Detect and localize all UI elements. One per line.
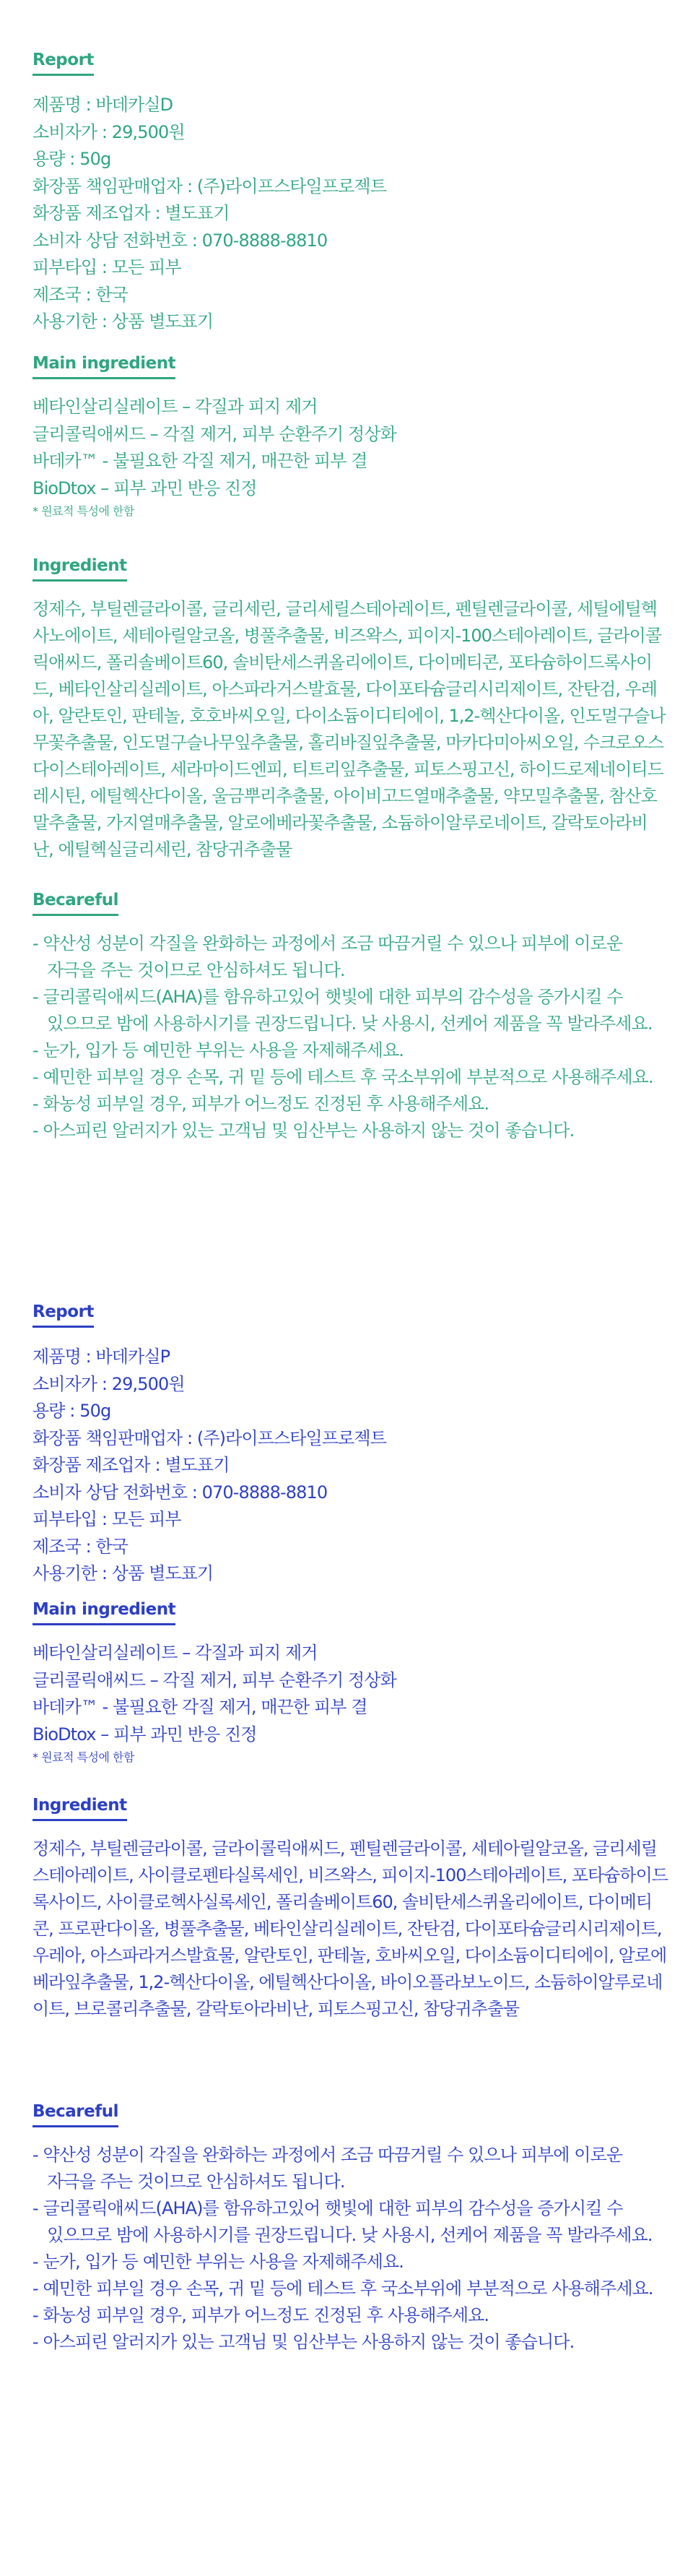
main-ingredient-item: 베타인살리실레이트 – 각질과 피지 제거 xyxy=(32,397,318,417)
report-list xyxy=(32,1344,386,1588)
caution-line: 있으므로 밤에 사용하시기를 권장드립니다. 낮 사용시, 선케어 제품을 꼭 발라주세요. xyxy=(32,2225,653,2245)
caution-line: - 약산성 성분이 각질을 완화하는 과정에서 조금 따끔거릴 수 있으나 피부에 이로운 xyxy=(32,933,623,954)
report-section xyxy=(32,1302,386,1588)
caution-line: - 아스피린 알러지가 있는 고객님 및 임산부는 사용하지 않는 것이 좋습니다. xyxy=(32,1120,575,1141)
report-line-volume: 용량 : 50g xyxy=(32,149,111,169)
report-line-manufacturer: 화장품 제조업자 : 별도표기 xyxy=(32,203,230,223)
report-list xyxy=(32,92,386,336)
caution-line: - 화농성 피부일 경우, 피부가 어느정도 진정된 후 사용해주세요. xyxy=(32,1094,489,1114)
report-line-expiry: 사용기한 : 상품 별도표기 xyxy=(32,1563,214,1583)
report-line-price: 소비자가 : 29,500원 xyxy=(32,1373,185,1394)
report-line-volume: 용량 : 50g xyxy=(32,1401,111,1421)
report-heading: Report xyxy=(32,51,94,76)
report-line-seller: 화장품 책임판매업자 : (주)라이프스타일프로젝트 xyxy=(32,1427,386,1448)
main-ingredient-note: * 원료적 특성에 한함 xyxy=(32,1750,134,1764)
caution-heading: Becareful xyxy=(32,2102,118,2127)
main-ingredient-item: 글리콜릭애씨드 – 각질 제거, 피부 순환주기 정상화 xyxy=(32,423,396,444)
caution-line: - 눈가, 입가 등 예민한 부위는 사용을 자제해주세요. xyxy=(32,2252,404,2272)
caution-line: - 글리콜릭애씨드(AHA)를 함유하고있어 햇빛에 대한 피부의 감수성을 증가시킬 수 xyxy=(32,2198,623,2218)
caution-line: - 화농성 피부일 경우, 피부가 어느정도 진정된 후 사용해주세요. xyxy=(32,2305,489,2325)
report-line-skin-type: 피부타입 : 모든 피부 xyxy=(32,1509,181,1529)
caution-line: - 아스피린 알러지가 있는 고객님 및 임산부는 사용하지 않는 것이 좋습니다. xyxy=(32,2332,575,2352)
caution-list xyxy=(32,930,653,1144)
report-line-expiry: 사용기한 : 상품 별도표기 xyxy=(32,311,214,332)
caution-line: 자극을 주는 것이므로 안심하셔도 됩니다. xyxy=(32,2171,345,2192)
caution-section xyxy=(32,2102,653,2356)
main-ingredient-heading: Main ingredient xyxy=(32,354,175,379)
report-line-manufacturer: 화장품 제조업자 : 별도표기 xyxy=(32,1455,230,1475)
report-line-seller: 화장품 책임판매업자 : (주)라이프스타일프로젝트 xyxy=(32,176,386,196)
ingredient-section xyxy=(32,1796,668,2023)
main-ingredient-item: 베타인살리실레이트 – 각질과 피지 제거 xyxy=(32,1643,318,1663)
ingredient-list: 정제수, 부틸렌글라이콜, 글리세린, 글리세릴스테아레이트, 펜틸렌글라이콜, 세틸에틸헥사노에이트, 세테아릴알코올, 병풀추출물, 비즈왁스, 피이지-100스테아레이트, 글라이콜릭애씨드, 폴리솔베이트60, 솔비탄세스퀴올리에이트, 다이메티콘, 포타슘하이드록사이드, 베타인살리실레이트, 아스파라거스발효물, 다이포타슘글리시리제이트, 잔탄검, 우레아, 알란토인, 판테놀, 호호바씨오일, 다이소듐이디티에이, 1,2-헥산다이올, 인도멀구슬나무꽃추출물, 인도멀구슬나무잎추출물, 홀리바질잎추출물, 마카다미아씨오일, 수크로오스다이스테아레이트, 세라마이드엔피, 티트리잎추출물, 피토스핑고신, 하이드로제네이티드레시틴, 에틸헥산다이올, 울금뿌리추출물, 아이비고드열매추출물, 약모밀추출물, 참산호말추출물, 가지열매추출물, 알로에베라꽃추출물, 소듐하이알루로네이트, 갈락토아라비난, 에틸헥실글리세린, 참당귀추출물 xyxy=(32,599,666,860)
main-ingredient-item: 바데카™ - 불필요한 각질 제거, 매끈한 피부 결 xyxy=(32,451,367,471)
main-ingredient-item: BioDtox – 피부 과민 반응 진정 xyxy=(32,1724,257,1745)
main-ingredient-heading: Main ingredient xyxy=(32,1600,175,1625)
report-line-phone: 소비자 상담 전화번호 : 070-8888-8810 xyxy=(32,1482,328,1503)
ingredient-list: 정제수, 부틸렌글라이콜, 글라이콜릭애씨드, 펜틸렌글라이콜, 세테아릴알코올, 글리세릴스테아레이트, 사이클로펜타실록세인, 비즈왁스, 피이지-100스테아레이트, 포타슘하이드록사이드, 사이클로헥사실록세인, 폴리솔베이트60, 솔비탄세스퀴올리에이트, 다이메티콘, 프로판다이올, 병풀추출물, 베타인살리실레이트, 잔탄검, 다이포타슘글리시리제이트, 우레아, 아스파라거스발효물, 알란토인, 판테놀, 호바씨오일, 다이소듐이디티에이, 알로에베라잎추출물, 1,2-헥산다이올, 에틸헥산다이올, 바이오플라보노이드, 소듐하이알루로네이트, 브로콜리추출물, 갈락토아라비난, 피토스핑고신, 참당귀추출물 xyxy=(32,1838,668,2019)
report-line-country: 제조국 : 한국 xyxy=(32,1536,128,1557)
caution-line: 있으므로 밤에 사용하시기를 권장드립니다. 낮 사용시, 선케어 제품을 꼭 발라주세요. xyxy=(32,1013,653,1034)
ingredient-section xyxy=(32,556,668,863)
main-ingredient-list xyxy=(32,394,396,502)
caution-line: - 눈가, 입가 등 예민한 부위는 사용을 자제해주세요. xyxy=(32,1040,404,1060)
report-line-product-name: 제품명 : 바데카실D xyxy=(32,95,173,115)
main-ingredient-list xyxy=(32,1640,396,1748)
main-ingredient-note: * 원료적 특성에 한함 xyxy=(32,504,134,518)
caution-list xyxy=(32,2142,653,2356)
report-line-price: 소비자가 : 29,500원 xyxy=(32,121,185,142)
caution-line: - 약산성 성분이 각질을 완화하는 과정에서 조금 따끔거릴 수 있으나 피부에 이로운 xyxy=(32,2145,623,2165)
caution-line: - 예민한 피부일 경우 손목, 귀 밑 등에 테스트 후 국소부위에 부분적으로 사용해주세요. xyxy=(32,1067,653,1087)
caution-section xyxy=(32,891,653,1144)
report-heading: Report xyxy=(32,1302,94,1328)
report-line-skin-type: 피부타입 : 모든 피부 xyxy=(32,257,181,277)
main-ingredient-item: BioDtox – 피부 과민 반응 진정 xyxy=(32,477,257,498)
main-ingredient-item: 바데카™ - 불필요한 각질 제거, 매끈한 피부 결 xyxy=(32,1697,367,1717)
ingredient-heading: Ingredient xyxy=(32,1796,127,1821)
main-ingredient-item: 글리콜릭애씨드 – 각질 제거, 피부 순환주기 정상화 xyxy=(32,1669,396,1690)
caution-heading: Becareful xyxy=(32,891,118,916)
report-line-product-name: 제품명 : 바데카실P xyxy=(32,1347,170,1367)
caution-line: - 글리콜릭애씨드(AHA)를 함유하고있어 햇빛에 대한 피부의 감수성을 증가시킬 수 xyxy=(32,987,623,1007)
main-ingredient-section xyxy=(32,1600,396,1765)
main-ingredient-section xyxy=(32,354,396,519)
ingredient-heading: Ingredient xyxy=(32,556,127,582)
report-line-country: 제조국 : 한국 xyxy=(32,284,128,305)
report-line-phone: 소비자 상담 전화번호 : 070-8888-8810 xyxy=(32,230,328,251)
report-section xyxy=(32,51,386,336)
caution-line: 자극을 주는 것이므로 안심하셔도 됩니다. xyxy=(32,960,345,980)
caution-line: - 예민한 피부일 경우 손목, 귀 밑 등에 테스트 후 국소부위에 부분적으로 사용해주세요. xyxy=(32,2278,653,2299)
